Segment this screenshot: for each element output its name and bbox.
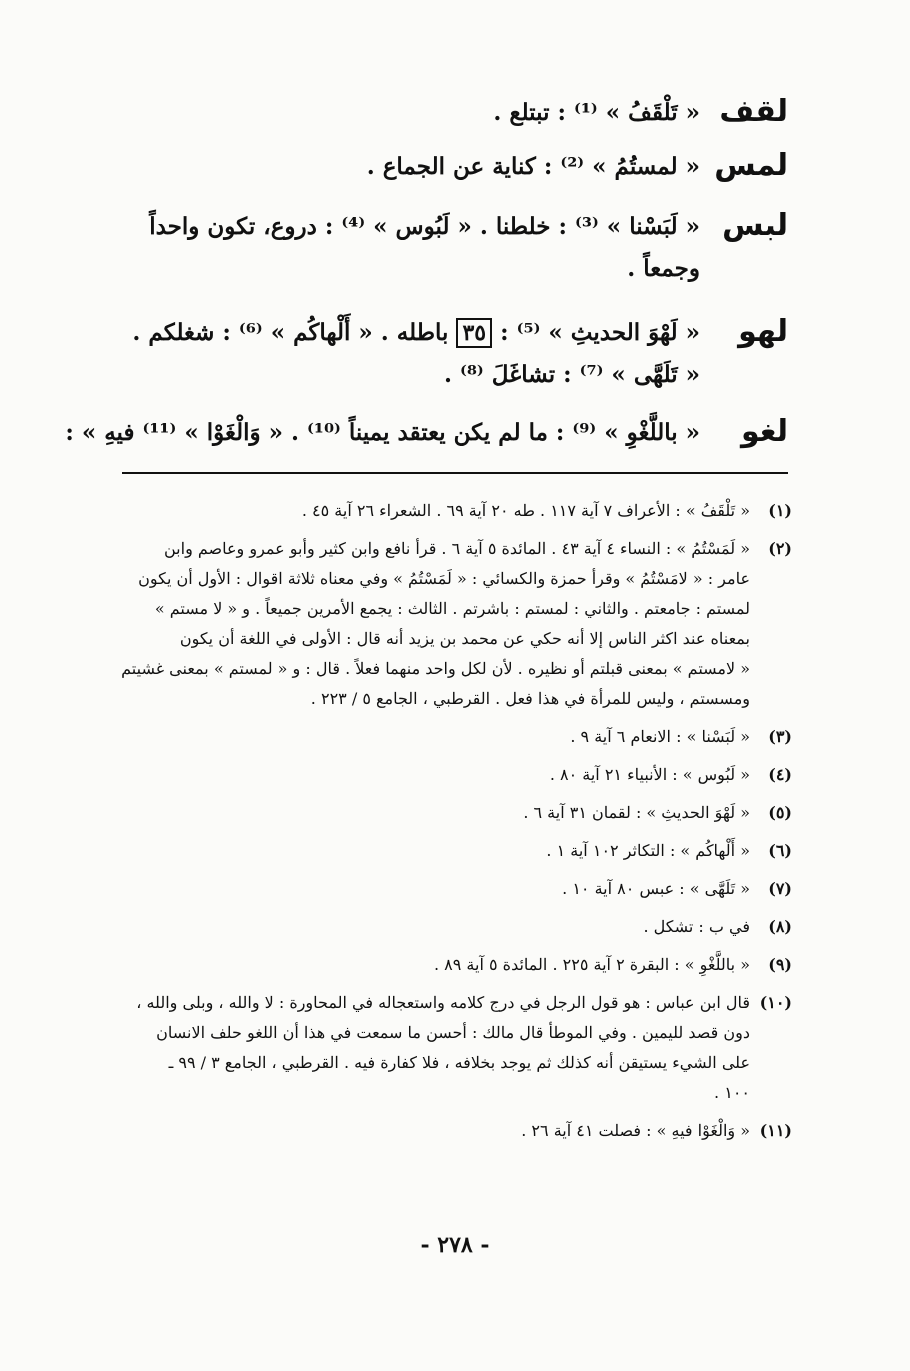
entry-body [108,146,700,188]
footnote-number: (١١) [759,1121,792,1140]
footnote-number: (١٠) [759,993,792,1012]
footnote [117,912,792,942]
entry-body [108,92,700,134]
footnote [117,722,792,752]
footnote-divider [122,472,788,474]
entry-laqaf [108,92,788,134]
entry-root: لقف [719,94,788,129]
footnote-number: (٩) [768,955,792,974]
footnote-line: « أَلْهاكُم » : التكاثر ١٠٢ آية ١ . [546,841,750,860]
entry-root: لهو [738,314,788,349]
footnote-number: (٦) [768,841,792,860]
footnote-line: « لَهْوَ الحديثِ » : لقمان ٣١ آية ٦ . [523,803,750,822]
entry-root: لبس [722,208,788,243]
entry-root: لمس [714,148,788,183]
footnote [117,988,792,1108]
entry-body [65,412,700,454]
footnote [117,798,792,828]
footnote [117,950,792,980]
footnote-line: لمستم : جامعتم . والثاني : لمستم : باشرتم . الثالث : يجمع الأمرين جميعاً . و « لا مستم » [154,599,750,618]
entry-line-part: باطله . « أَلْهاكُم » ⁽⁶⁾ : شغلكم . [132,319,449,346]
footnote-line: قال ابن عباس : هو قول الرجل في درج كلامه واستعجاله في المحاورة : لا والله ، وبلى والله ، [136,993,750,1012]
footnote-number: (٧) [768,879,792,898]
entry-line [108,312,700,354]
footnote-line: « لَمَسْتُمُ » : النساء ٤ آية ٤٣ . المائدة ٥ آية ٦ . قرأ نافع وابن كثير وأبو عمرو وعاصم وابن [163,539,750,558]
footnote-line: « تَلَهَّى » : عبس ٨٠ آية ١٠ . [562,879,750,898]
footnote-line: « وَالْغَوْا فيهِ » : فصلت ٤١ آية ٢٦ . [521,1121,750,1140]
footnote-line: « لَبُوس » : الأنبياء ٢١ آية ٨٠ . [549,765,750,784]
entry-root: لغو [740,414,788,449]
footnote-line: ومسستم ، وليس للمرأة في هذا فعل . القرطبي ، الجامع ٥ / ٢٢٣ . [310,689,750,708]
footnote-line: عامر : « لامَسْتُمُ » وقرأ حمزة والكسائي : « لَمَسْتُمُ » وفي معناه ثلاثة اقوال : الأول أن يكون [138,569,750,588]
entry-lamas [108,146,788,188]
page-marker-box: ٣٥ [456,318,492,348]
footnote-line: « لَبَسْنا » : الانعام ٦ آية ٩ . [570,727,750,746]
footnote [117,874,792,904]
footnote [117,1116,792,1146]
footnote-line: « تَلْقَفُ » : الأعراف ٧ آية ١١٧ . طه ٢٠ آية ٦٩ . الشعراء ٢٦ آية ٤٥ . [301,501,750,520]
footnote [117,534,792,714]
footnote-line: « لامستم » بمعنى قبلتم أو نظيره . لأن لكل واحد منهما فعلاً . قال : و « لمستم » بمعنى غشيتم [121,659,750,678]
entry-labas [108,206,788,290]
footnote-number: (١) [768,501,792,520]
footnote-line: « باللَّغْوِ » : البقرة ٢ آية ٢٢٥ . المائدة ٥ آية ٨٩ . [433,955,750,974]
footnote-number: (٨) [768,917,792,936]
entry-line: « باللَّغْوِ » ⁽⁹⁾ : ما لم يكن يعتقد يميناً ⁽¹⁰⁾ . « وَالْغَوْا » ⁽¹¹⁾ فيهِ » : [65,419,700,446]
footnote-line: دون قصد لليمين . وفي الموطأ قال مالك : أحسن ما سمعت في هذا أن اللغو حلف الانسان [156,1023,750,1042]
footnote-number: (٤) [768,765,792,784]
footnote-line: في ب : تشكل . [643,917,750,936]
page-number: - ٢٧٨ - [420,1232,490,1258]
footnote [117,836,792,866]
entry-line: وجمعاً . [627,255,700,282]
footnote-line: على الشيء يستيقن أنه كذلك ثم يوجد بخلافه ، فلا كفارة فيه . القرطبي ، الجامع ٣ / ٩٩ ـ [168,1053,750,1072]
entry-body [108,206,700,290]
entry-line: « لَبَسْنا » ⁽³⁾ : خلطنا . « لَبُوس » ⁽⁴⁾ : دروع، تكون واحداً [149,213,700,240]
footnote-line: ١٠٠ . [714,1083,750,1102]
footnote-number: (٣) [768,727,792,746]
footnote-line: بمعناه عند اكثر الناس إلا أنه حكي عن محمد بن يزيد أنه قال : الأولى في اللغة أن يكون [179,629,750,648]
footnotes [117,496,792,1154]
footnote [117,760,792,790]
footnote-number: (٢) [768,539,792,558]
entry-lahw [108,312,788,396]
entry-line: « لمستُمُ » ⁽²⁾ : كناية عن الجماع . [366,153,700,180]
entry-line-part: « لَهْوَ الحديثِ » ⁽⁵⁾ : [500,319,700,346]
entry-body [108,312,700,396]
entry-line: « تَلْقَفُ » ⁽¹⁾ : تبتلع . [493,99,700,126]
footnote-number: (٥) [768,803,792,822]
footnote [117,496,792,526]
entry-laghw [65,412,788,454]
entry-line: « تَلَهَّى » ⁽⁷⁾ : تشاغَلَ ⁽⁸⁾ . [443,361,700,388]
